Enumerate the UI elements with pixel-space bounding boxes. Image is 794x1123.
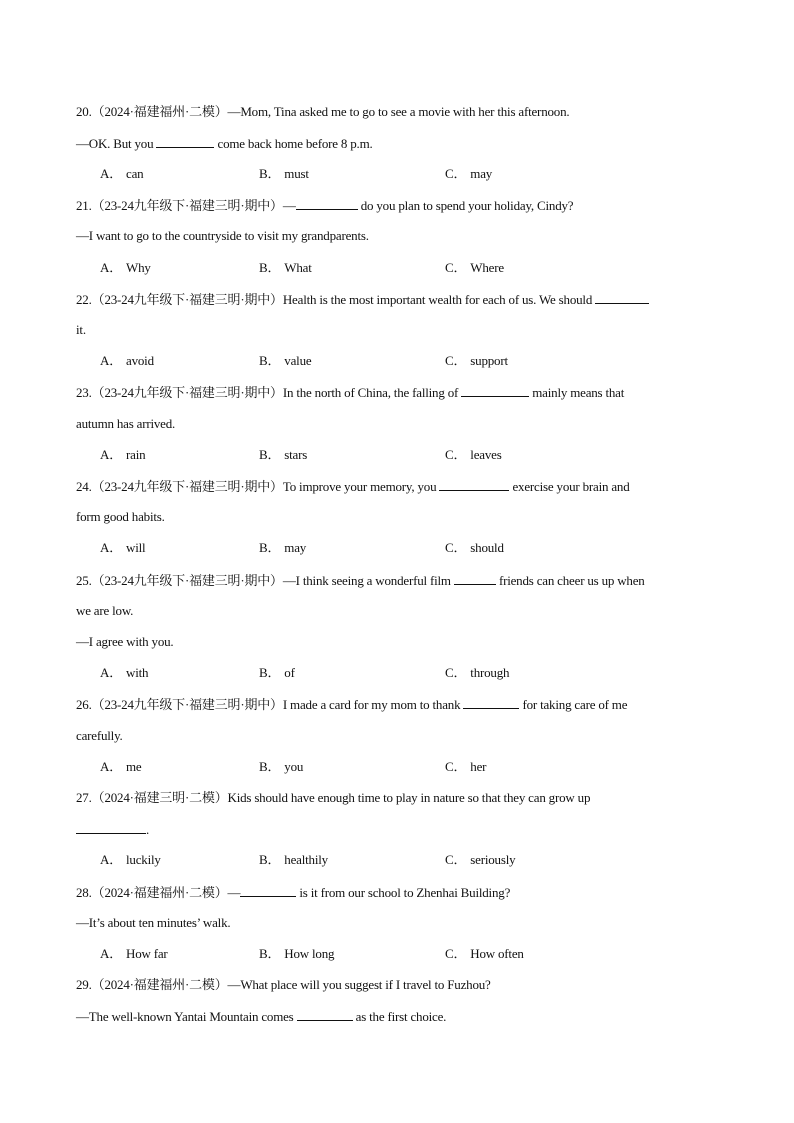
question-source: （23-24九年级下·福建三明·期中） [91, 479, 283, 494]
question-text: — [227, 885, 241, 900]
option-c[interactable]: C． support [445, 353, 508, 368]
question-source: （2024·福建福州·二模） [91, 977, 228, 992]
question-28-line-1 [76, 884, 510, 901]
answer-blank[interactable] [156, 135, 214, 148]
question-source: （23-24九年级下·福建三明·期中） [91, 573, 283, 588]
question-20-line-1 [76, 104, 569, 120]
answer-blank[interactable] [463, 696, 519, 709]
question-26-line-2 [76, 728, 123, 744]
question-23-line-2 [76, 416, 175, 432]
question-source: （2024·福建福州·二模） [91, 885, 228, 900]
question-text: do you plan to spend your holiday, Cindy? [357, 198, 574, 213]
question-20-line-2 [76, 135, 373, 152]
question-text: it. [76, 322, 86, 337]
option-c[interactable]: C． How often [445, 946, 524, 961]
option-a[interactable]: A． avoid [100, 353, 154, 368]
answer-blank[interactable] [461, 384, 529, 397]
question-text: —I agree with you. [76, 634, 174, 649]
option-b[interactable]: B． must [259, 166, 309, 181]
question-24-line-1 [76, 478, 630, 495]
question-23-options [100, 447, 620, 463]
question-text: Kids should have enough time to play in nature so that they can grow up [227, 790, 591, 805]
option-a[interactable]: A． can [100, 166, 144, 181]
answer-blank[interactable] [454, 572, 496, 585]
option-b[interactable]: B． you [259, 759, 304, 774]
question-25-line-1 [76, 572, 645, 589]
question-29-line-2 [76, 1008, 446, 1025]
answer-blank[interactable] [296, 197, 358, 210]
option-a[interactable]: A． How far [100, 946, 168, 961]
question-number: 20. [76, 104, 92, 119]
option-a[interactable]: A． luckily [100, 852, 161, 867]
question-text: In the north of China, the falling of [282, 385, 462, 400]
answer-blank[interactable] [76, 821, 146, 834]
option-c[interactable]: C． Where [445, 260, 504, 275]
question-text: —OK. But you [76, 136, 157, 151]
option-b[interactable]: B． may [259, 540, 307, 555]
question-source: （2024·福建三明·二模） [91, 790, 228, 805]
answer-blank[interactable] [595, 291, 649, 304]
question-26-line-1 [76, 696, 627, 713]
question-text: —Mom, Tina asked me to go to see a movie with her this afternoon. [227, 104, 570, 119]
question-text: —What place will you suggest if I travel to Fuzhou? [227, 977, 491, 992]
answer-blank[interactable] [297, 1008, 353, 1021]
question-source: （23-24九年级下·福建三明·期中） [91, 292, 283, 307]
option-b[interactable]: B． What [259, 260, 312, 275]
question-text: —It’s about ten minutes’ walk. [76, 915, 231, 930]
question-text: mainly means that [529, 385, 625, 400]
answer-blank[interactable] [439, 478, 509, 491]
question-21-line-1 [76, 197, 573, 214]
question-text: I made a card for my mom to thank [282, 697, 464, 712]
option-c[interactable]: C． seriously [445, 852, 516, 867]
question-22-options [100, 353, 620, 369]
question-text: —I want to go to the countryside to visit my grandparents. [76, 228, 369, 243]
question-text: —I think seeing a wonderful film [282, 573, 454, 588]
question-number: 24. [76, 479, 92, 494]
option-c[interactable]: C． should [445, 540, 504, 555]
question-23-line-1 [76, 384, 624, 401]
question-text: . [146, 822, 150, 837]
option-a[interactable]: A． with [100, 665, 149, 680]
option-c[interactable]: C． through [445, 665, 510, 680]
question-29-line-1 [76, 977, 491, 993]
question-25-line-3 [76, 634, 173, 650]
option-c[interactable]: C． leaves [445, 447, 502, 462]
question-text: come back home before 8 p.m. [214, 136, 373, 151]
option-a[interactable]: A． me [100, 759, 142, 774]
question-24-line-2 [76, 509, 165, 525]
option-a[interactable]: A． will [100, 540, 146, 555]
question-text: To improve your memory, you [282, 479, 440, 494]
option-a[interactable]: A． rain [100, 447, 146, 462]
question-text: is it from our school to Zhenhai Building? [296, 885, 511, 900]
question-21-line-2 [76, 228, 369, 244]
question-source: （2024·福建福州·二模） [91, 104, 228, 119]
question-22-line-2 [76, 322, 86, 338]
option-a[interactable]: A． Why [100, 260, 151, 275]
question-20-options [100, 166, 620, 182]
question-text: form good habits. [76, 509, 165, 524]
question-21-options [100, 260, 620, 276]
option-c[interactable]: C． may [445, 166, 493, 181]
option-b[interactable]: B． value [259, 353, 312, 368]
question-number: 29. [76, 977, 92, 992]
option-b[interactable]: B． of [259, 665, 295, 680]
question-28-line-2 [76, 915, 230, 931]
question-22-line-1 [76, 291, 649, 308]
question-text: — [282, 198, 296, 213]
question-number: 28. [76, 885, 92, 900]
question-text: autumn has arrived. [76, 416, 176, 431]
question-25-line-2 [76, 603, 133, 619]
question-27-line-1 [76, 790, 590, 806]
question-27-line-2 [76, 821, 149, 838]
question-text: friends can cheer us up when [495, 573, 645, 588]
question-text: for taking care of me [519, 697, 628, 712]
question-text: Health is the most important wealth for each of us. We should [282, 292, 596, 307]
option-b[interactable]: B． How long [259, 946, 335, 961]
option-c[interactable]: C． her [445, 759, 487, 774]
question-24-options [100, 540, 620, 556]
answer-blank[interactable] [240, 884, 296, 897]
question-25-options [100, 665, 620, 681]
question-text: carefully. [76, 728, 123, 743]
question-28-options [100, 946, 620, 962]
question-text: —The well-known Yantai Mountain comes [76, 1009, 297, 1024]
question-text: we are low. [76, 603, 134, 618]
question-27-options [100, 852, 620, 868]
option-b[interactable]: B． stars [259, 447, 308, 462]
question-source: （23-24九年级下·福建三明·期中） [91, 198, 283, 213]
question-number: 26. [76, 697, 92, 712]
question-source: （23-24九年级下·福建三明·期中） [91, 697, 283, 712]
question-number: 22. [76, 292, 92, 307]
question-number: 21. [76, 198, 92, 213]
question-text: exercise your brain and [509, 479, 630, 494]
question-number: 27. [76, 790, 92, 805]
question-26-options [100, 759, 620, 775]
question-number: 23. [76, 385, 92, 400]
question-source: （23-24九年级下·福建三明·期中） [91, 385, 283, 400]
question-text: as the first choice. [352, 1009, 447, 1024]
option-b[interactable]: B． healthily [259, 852, 328, 867]
question-number: 25. [76, 573, 92, 588]
